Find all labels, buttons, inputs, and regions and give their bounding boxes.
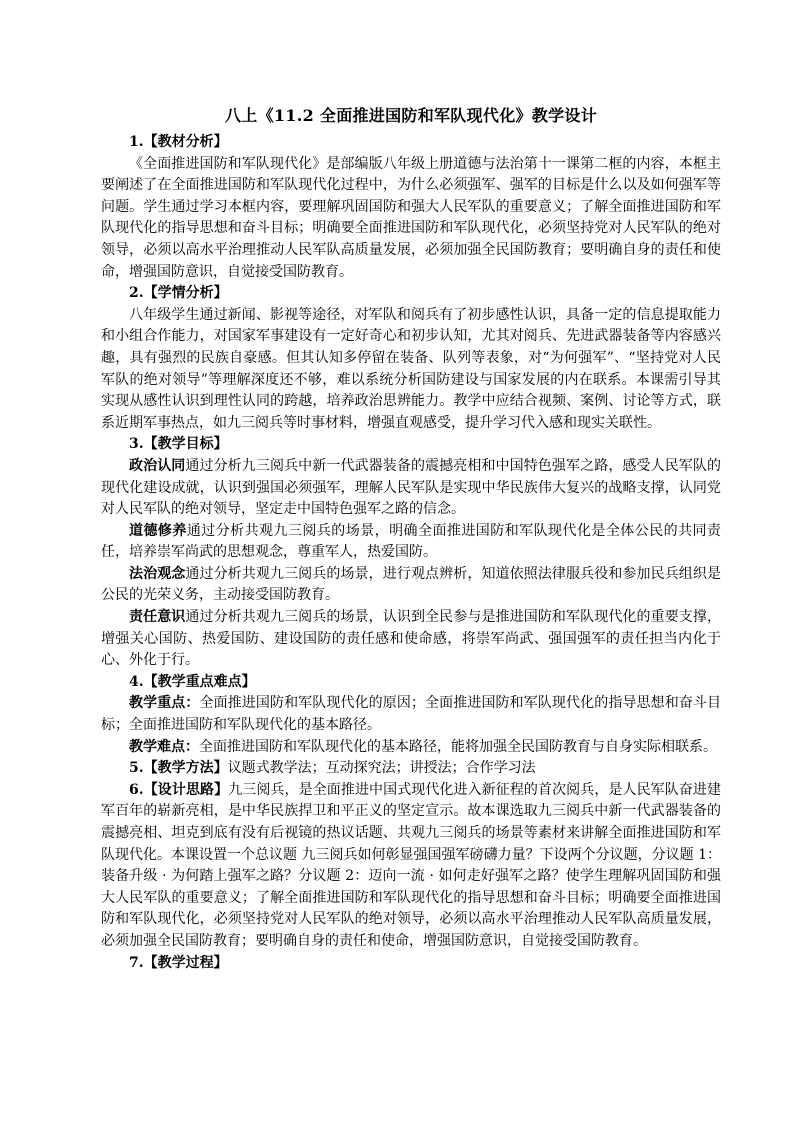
section-heading-process: 7.【教学过程】 xyxy=(129,954,228,971)
keypoint-item: 教学重点：全面推进国防和军队现代化的原因；全面推进国防和军队现代化的指导思想和奋斗目标；全面推进国防和军队现代化的基本路径。 xyxy=(101,695,722,734)
section-design xyxy=(101,780,721,953)
goal-text: 通过分析共观九三阅兵的场景，认识到全民参与是推进国防和军队现代化的重要支撑，增强关心国防、热爱国防、建设国防的责任感和使命感，将崇军尚武、强国强军的责任担当内化于心、外化于行。 xyxy=(101,609,721,669)
keypoint-text: 全面推进国防和军队现代化的基本路径，能将加强全民国防教育与自身实际相联系。 xyxy=(199,738,717,755)
section-heading-students: 2.【学情分析】 xyxy=(129,285,228,302)
section-heading-goals: 3.【教学目标】 xyxy=(129,436,228,453)
section-heading-keypoints: 4.【教学重点难点】 xyxy=(129,673,256,690)
keypoint-item: 教学难点：全面推进国防和军队现代化的基本路径，能将加强全民国防教育与自身实际相联系。 xyxy=(129,738,717,755)
goal-label: 责任意识 xyxy=(129,609,186,626)
section-text-textbook: 《全面推进国防和军队现代化》是部编版八年级上册道德与法治第十一课第二框的内容，本框主要阐述了在全面推进国防和军队现代化过程中，为什么必须强军、强军的目标是什么以及如何强军等问题。学生通过学习本框内容，要理解巩固国防和强大人民军队的重要意义；了解全面推进国防和军队现代化的指导思想和奋斗目标；明确要全面推进国防和军队现代化，必须坚持党对人民军队的绝对领导，必须以高水平治理推动人民军队高质量发展，必须加强全民国防教育；要明确自身的责任和使命，增强国防意识，自觉接受国防教育。 xyxy=(101,155,721,280)
section-heading-textbook: 1.【教材分析】 xyxy=(129,134,228,150)
section-heading-design: 6.【设计思路】 xyxy=(129,781,229,798)
goal-label: 法治观念 xyxy=(129,565,186,582)
goal-item xyxy=(101,564,721,607)
keypoint-label: 教学难点 xyxy=(129,738,185,755)
goal-item xyxy=(101,607,721,672)
goal-text: 通过分析共观九三阅兵的场景，明确全面推进国防和军队现代化是全体公民的共同责任，培养崇军尚武的思想观念，尊重军人，热爱国防。 xyxy=(101,522,722,561)
goal-item xyxy=(101,521,721,564)
document-page xyxy=(101,104,721,974)
section-methods xyxy=(101,758,721,780)
goal-item xyxy=(101,456,721,521)
keypoint-label: 教学重点 xyxy=(129,695,186,712)
section-text-students: 八年级学生通过新闻、影视等途径，对军队和阅兵有了初步感性认识，具备一定的信息提取能力和小组合作能力，对国家军事建设有一定好奇心和初步认知，尤其对阅兵、先进武器装备等内容感兴趣，具有强烈的民族自豪感。但其认知多停留在装备、队列等表象，对“为何强军”、“坚持党对人民军队的绝对领导”等理解深度还不够，难以系统分析国防建设与国家发展的内在联系。本课需引导其实现从感性认识到理性认同的跨越，培养政治思辨能力。教学中应结合视频、案例、讨论等方式，联系近期军事热点，如九三阅兵等时事材料，增强直观感受，提升学习代入感和现实关联性。 xyxy=(101,306,721,431)
goal-label: 政治认同 xyxy=(129,457,186,474)
document-title: 八上《11.2 全面推进国防和军队现代化》教学设计 xyxy=(224,106,598,125)
section-heading-methods: 5.【教学方法】 xyxy=(129,760,228,777)
section-text-design: 九三阅兵，是全面推进中国式现代化进入新征程的首次阅兵，是人民军队奋进建军百年的崭新亮相，是中华民族捍卫和平正义的坚定宣示。故本课选取九三阅兵中新一代武器装备的震撼亮相、坦克到底有没有后视镜的热议话题、共观九三阅兵的场景等素材来讲解全面推进国防和军队现代化。本课设置一个总议题 九三阅兵如何彰显强国强军磅礴力量？下设两个分议题，分议题 1：装备升级 · 为何踏上强军之路？分议题 2：迈向一流 · 如何走好强军之路？使学生理解巩固国防和强大人民军队的重要意义；了解全面推进国防和军队现代化的指导思想和奋斗目标；明确要全面推进国防和军队现代化，必须坚持党对人民军队的绝对领导，必须以高水平治理推动人民军队高质量发展，必须加强全民国防教育；要明确自身的责任和使命，增强国防意识，自觉接受国防教育。 xyxy=(101,781,721,949)
section-text-methods: 议题式教学法；互动探究法；讲授法；合作学习法 xyxy=(227,760,536,777)
goal-text: 通过分析九三阅兵中新一代武器装备的震撼亮相和中国特色强军之路，感受人民军队的现代化建设成就，认识到强国必须强军，理解人民军队是实现中华民族伟大复兴的战略支撑，认同党对人民军队的绝对领导，坚定走中国特色强军之路的信念。 xyxy=(101,457,721,518)
goal-text: 通过分析共观九三阅兵的场景，进行观点辨析，知道依照法律服兵役和参加民兵组织是公民的光荣义务，主动接受国防教育。 xyxy=(101,565,721,604)
goal-label: 道德修养 xyxy=(129,522,187,539)
keypoint-text: 全面推进国防和军队现代化的原因；全面推进国防和军队现代化的指导思想和奋斗目标；全面推进国防和军队现代化的基本路径。 xyxy=(101,695,722,734)
